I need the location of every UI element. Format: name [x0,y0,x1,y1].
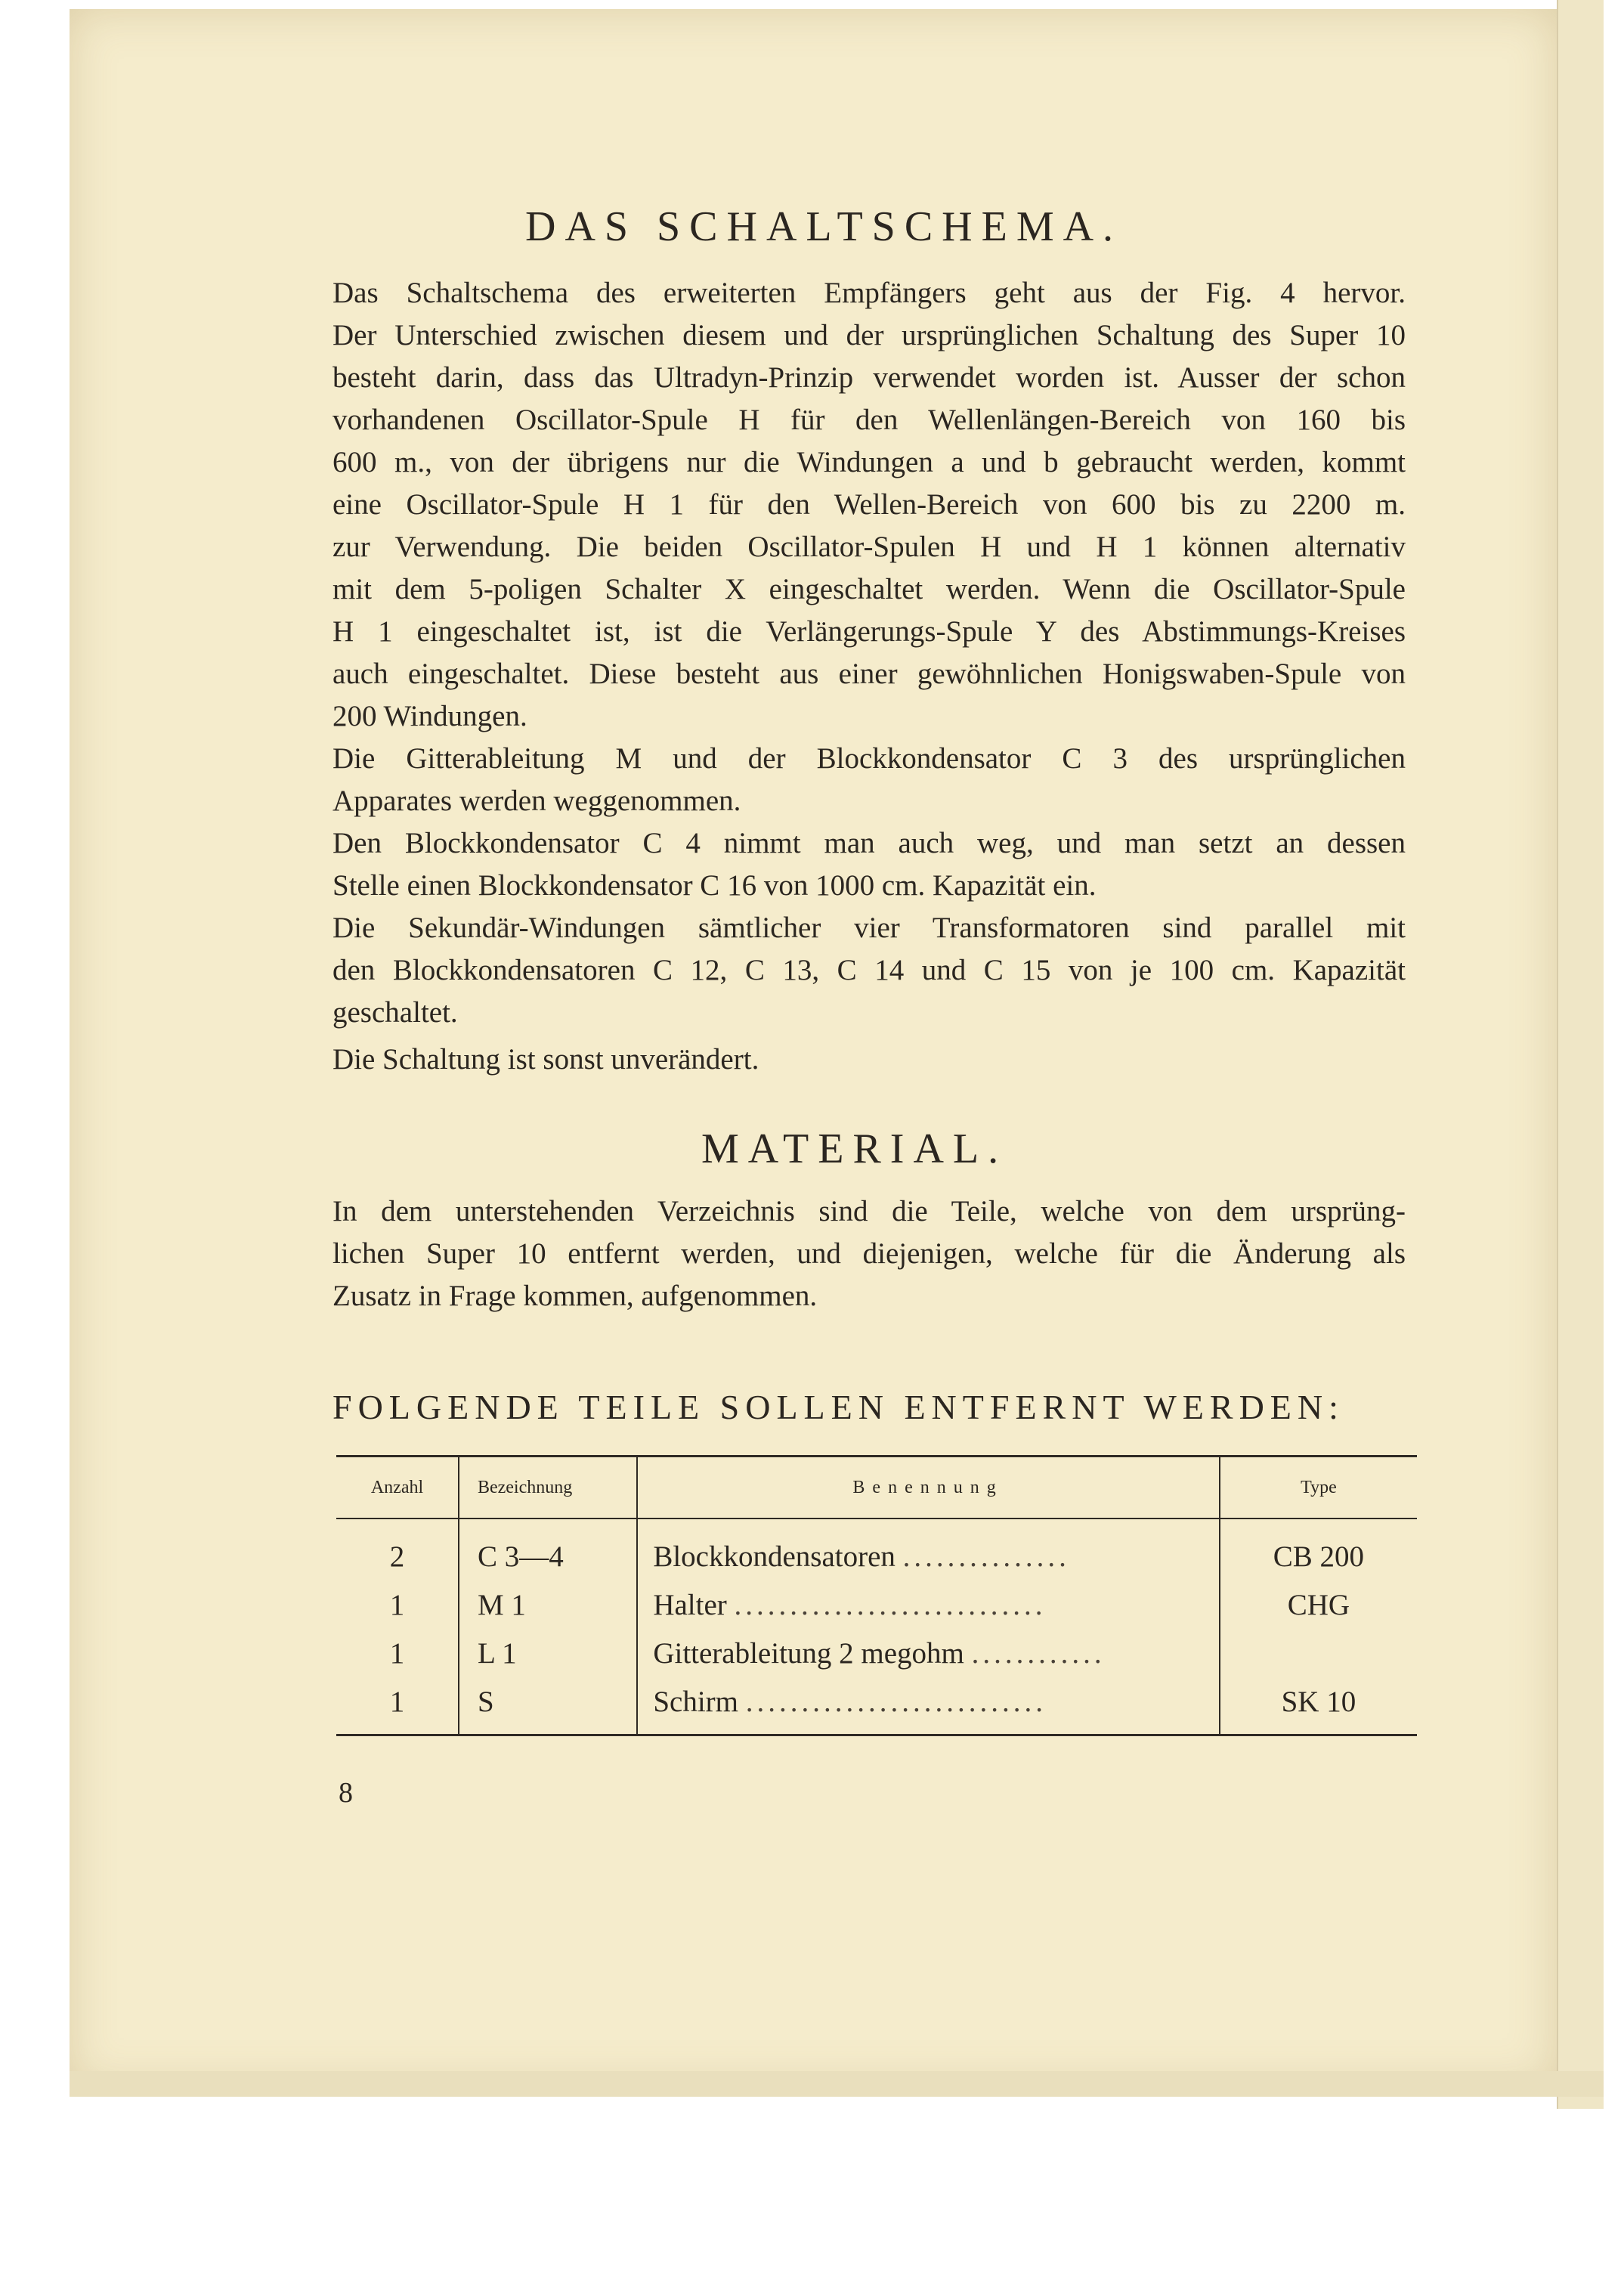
page-number: 8 [339,1777,353,1809]
schaltschema-body [333,272,1406,1081]
benennung-text: Schirm [653,1685,738,1718]
cell-type: CB 200 [1273,1540,1365,1573]
cell-bezeichnung: S [459,1677,637,1734]
text-line: zur Verwendung. Die beiden Oscillator-Spulen H und H 1 können alternativ [333,531,1406,563]
text-line: H 1 eingeschaltet ist, ist die Verlängerungs-Spule Y des Abstimmungs-Kreises [333,615,1406,648]
benennung-text: Blockkondensatoren [653,1540,896,1573]
schaltschema-heading: DAS SCHALTSCHEMA. [525,203,1123,250]
text-line: Die Gitterableitung M und der Blockkondensator C 3 des ursprünglichen [333,742,1406,775]
text-line: besteht darin, dass das Ultradyn-Prinzip verwendet worden ist. Ausser der schon [333,361,1406,394]
text-line: Die Sekundär-Windungen sämtlicher vier Transformatoren sind parallel mit [333,912,1406,944]
cell-type: SK 10 [1281,1685,1356,1718]
table-row [336,1580,1417,1629]
table-row [336,1629,1417,1677]
cell-benennung [637,1518,1220,1580]
text-line: 600 m., von der übrigens nur die Windungen a und b gebraucht werden, kommt [333,446,1406,478]
text-line: 200 Windungen. [333,700,527,732]
cell-benennung [637,1677,1220,1734]
header-bezeichnung: Bezeichnung [459,1457,637,1518]
table-row [336,1677,1417,1734]
text-line: lichen Super 10 entfernt werden, und diejenigen, welche für die Änderung als [333,1237,1406,1270]
text-line: Den Blockkondensator C 4 nimmt man auch weg, und man setzt an dessen [333,827,1406,859]
cell-benennung [637,1580,1220,1629]
cell-type [1220,1629,1417,1677]
text-line: eine Oscillator-Spule H 1 für den Wellen-Bereich von 600 bis zu 2200 m. [333,488,1406,521]
leader-dots: ............................ [734,1588,1047,1621]
leader-dots: ........................... [745,1685,1047,1718]
cell-bezeichnung: C 3—4 [459,1518,637,1580]
text-line: mit dem 5-poligen Schalter X eingeschaltet werden. Wenn die Oscillator-Spule [333,573,1406,605]
cell-type: CHG [1287,1588,1350,1621]
cell-benennung [637,1629,1220,1677]
header-anzahl: Anzahl [336,1457,459,1518]
text-line: Die Schaltung ist sonst unverändert. [333,1043,759,1076]
cell-anzahl: 1 [336,1580,459,1629]
text-line: Das Schaltschema des erweiterten Empfängers geht aus der Fig. 4 hervor. [333,277,1406,309]
cell-anzahl: 1 [336,1629,459,1677]
cell-bezeichnung: M 1 [459,1580,637,1629]
text-line: geschaltet. [333,996,458,1029]
text-line: den Blockkondensatoren C 12, C 13, C 14 und C 15 von je 100 cm. Kapazität [333,954,1406,986]
parts-table [336,1455,1417,1736]
table-row [336,1518,1417,1580]
benennung-text: Gitterableitung 2 megohm [653,1636,964,1670]
material-heading: MATERIAL. [701,1125,1008,1172]
text-line: Apparates werden weggenommen. [333,785,741,817]
cell-anzahl: 1 [336,1677,459,1734]
material-body [333,1190,1406,1317]
text-line: In dem unterstehenden Verzeichnis sind die Teile, welche von dem ursprüng- [333,1195,1406,1227]
cell-anzahl: 2 [336,1518,459,1580]
cell-bezeichnung: L 1 [459,1629,637,1677]
benennung-text: Halter [653,1588,727,1621]
text-line: Der Unterschied zwischen diesem und der ursprünglichen Schaltung des Super 10 [333,319,1406,351]
page-fold [70,2071,1604,2097]
leader-dots: ............... [902,1540,1070,1573]
header-benennung: Benennung [637,1457,1220,1518]
text-line: Zusatz in Frage kommen, aufgenommen. [333,1280,818,1312]
leader-dots: ............ [971,1636,1106,1670]
page-edge [1557,0,1604,2109]
text-line: vorhandenen Oscillator-Spule H für den Wellenlängen-Bereich von 160 bis [333,404,1406,436]
text-line: Stelle einen Blockkondensator C 16 von 1000 cm. Kapazität ein. [333,869,1097,902]
teile-heading: FOLGENDE TEILE SOLLEN ENTFERNT WERDEN: [333,1388,1344,1426]
text-line: auch eingeschaltet. Diese besteht aus einer gewöhnlichen Honigswaben-Spule von [333,658,1406,690]
table-header-row [336,1457,1417,1518]
header-type: Type [1220,1457,1417,1518]
